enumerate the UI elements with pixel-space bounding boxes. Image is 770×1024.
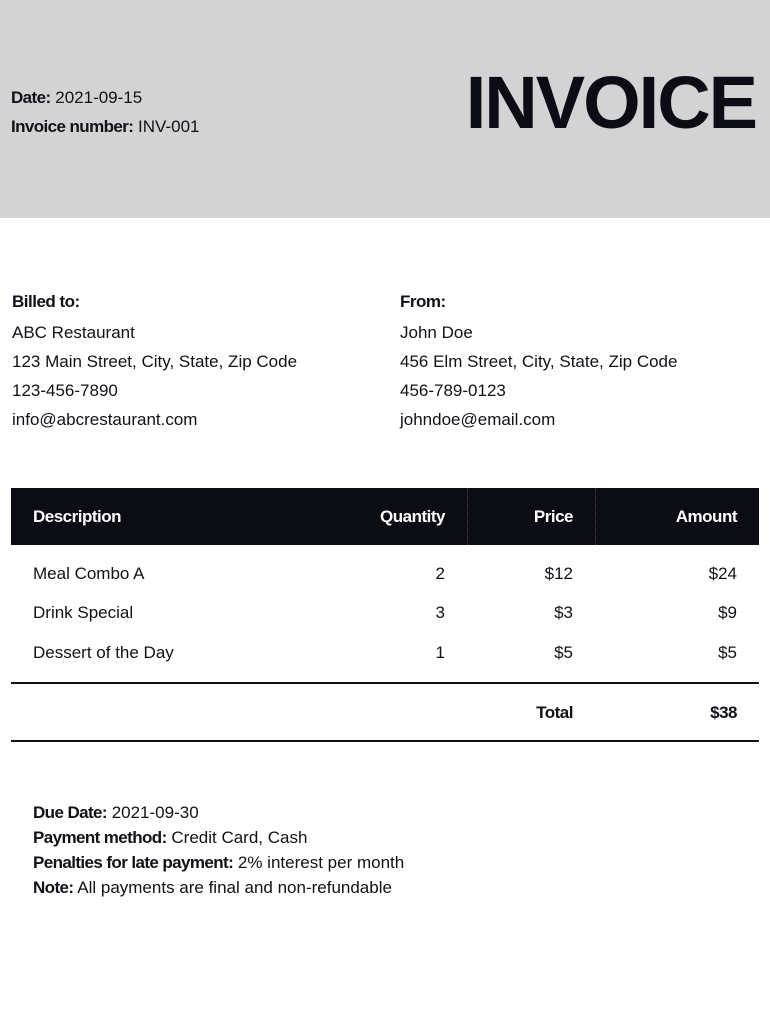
item-amount: $24	[708, 564, 737, 583]
column-header-description: Description	[33, 507, 122, 526]
billed-to-phone: 123-456-7890	[12, 381, 118, 400]
due-date-value: 2021-09-30	[111, 803, 199, 822]
billed-to-email: info@abcrestaurant.com	[12, 410, 198, 429]
from-heading: From:	[400, 292, 446, 311]
invoice-meta	[11, 83, 199, 141]
payment-method-value: Credit Card, Cash	[171, 828, 308, 847]
invoice-number-value: INV-001	[138, 117, 200, 136]
column-header-price: Price	[533, 507, 573, 526]
invoice-title: INVOICE	[465, 61, 756, 144]
penalties-row	[33, 850, 404, 875]
payment-method-row	[33, 825, 404, 850]
item-description: Drink Special	[33, 603, 134, 622]
total-label: Total	[536, 703, 573, 722]
item-amount: $9	[718, 603, 737, 622]
from-name: John Doe	[400, 323, 473, 342]
from-email: johndoe@email.com	[400, 410, 556, 429]
date-label: Date:	[11, 88, 51, 107]
total-bottom-divider	[11, 740, 759, 742]
date-value: 2021-09-15	[55, 88, 143, 107]
column-divider	[595, 488, 596, 545]
item-amount: $5	[718, 643, 737, 662]
total-value: $38	[710, 703, 737, 722]
item-quantity: 3	[435, 603, 445, 622]
billed-to-heading: Billed to:	[12, 292, 80, 311]
item-price: $5	[554, 643, 573, 662]
column-header-quantity: Quantity	[380, 507, 445, 526]
column-header-amount: Amount	[675, 507, 737, 526]
payment-terms	[33, 800, 404, 900]
item-description: Dessert of the Day	[33, 643, 174, 662]
billed-to-name: ABC Restaurant	[12, 323, 135, 342]
penalties-value: 2% interest per month	[237, 853, 405, 872]
billed-to-address: 123 Main Street, City, State, Zip Code	[12, 352, 298, 371]
from-block	[400, 287, 677, 434]
billed-to-block	[12, 287, 297, 434]
invoice-number-label: Invoice number:	[11, 117, 134, 136]
table-row	[11, 643, 759, 673]
from-address: 456 Elm Street, City, State, Zip Code	[400, 352, 678, 371]
note-value: All payments are final and non-refundable	[77, 878, 392, 897]
date-row	[11, 83, 199, 112]
penalties-label: Penalties for late payment:	[33, 853, 234, 872]
item-quantity: 2	[435, 564, 445, 583]
item-description: Meal Combo A	[33, 564, 145, 583]
line-items-table	[11, 488, 759, 722]
item-price: $3	[554, 603, 573, 622]
due-date-label: Due Date:	[33, 803, 107, 822]
invoice-number-row	[11, 112, 199, 141]
table-row	[11, 564, 759, 594]
payment-method-label: Payment method:	[33, 828, 167, 847]
invoice-header	[0, 0, 770, 218]
total-top-divider	[11, 682, 759, 684]
table-header	[11, 488, 759, 545]
item-price: $12	[544, 564, 573, 583]
table-row	[11, 603, 759, 633]
from-phone: 456-789-0123	[400, 381, 506, 400]
item-quantity: 1	[435, 643, 445, 662]
note-row	[33, 875, 404, 900]
note-label: Note:	[33, 878, 74, 897]
column-divider	[467, 488, 468, 545]
table-body	[11, 545, 759, 683]
due-date-row	[33, 800, 404, 825]
